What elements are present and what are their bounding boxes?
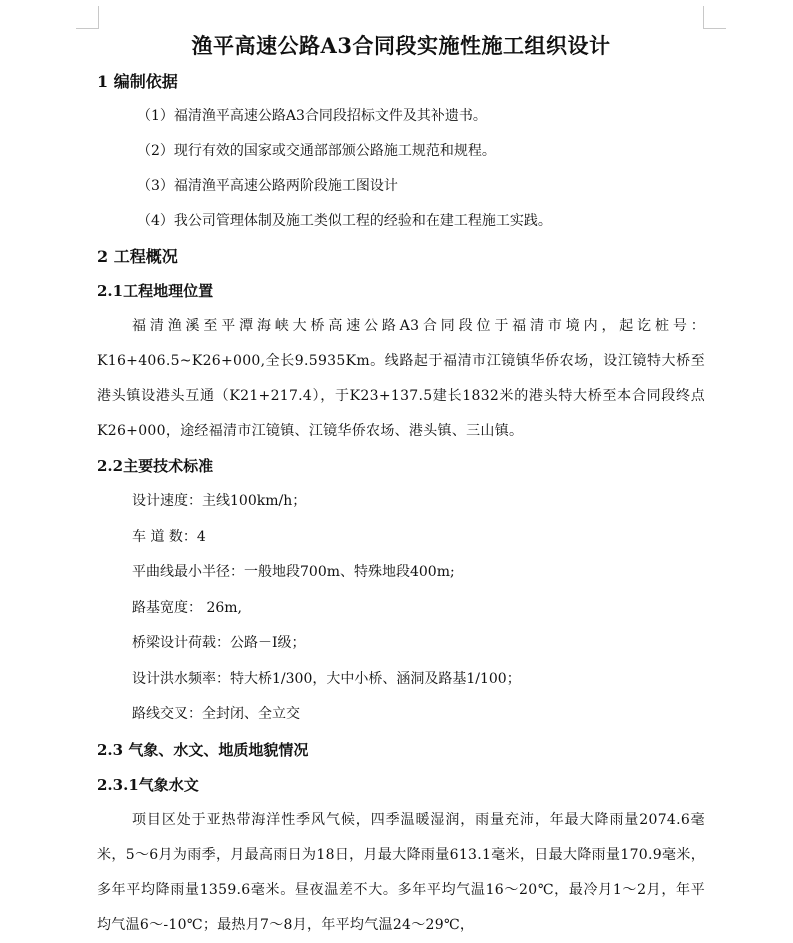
spec-curve-radius: 平曲线最小半径：一般地段700m、特殊地段400m;: [132, 564, 455, 580]
section-heading-basis: 1 编制依据: [97, 72, 178, 91]
basis-item-2: （2）现行有效的国家或交通部部颁公路施工规范和规程。: [137, 143, 496, 159]
location-paragraph: 福清渔溪至平潭海峡大桥高速公路A3合同段位于福清市境内，起讫桩号：K16+406.5~K26+000,全长9.5935Km。线路起于福清市江镜镇华侨农场，设江镜特大桥至港头镇设港头互通（K21+217.4），于K23+137.5建长1832米的港头特大桥至本合同段终点K26+000，途经福清市江镜镇、江镜华侨农场、港头镇、三山镇。: [97, 318, 705, 439]
page-corner-mark-right: [703, 6, 726, 29]
spec-roadbed-width: 路基宽度： 26m,: [132, 599, 242, 616]
climate-paragraph: 项目区处于亚热带海洋性季风气候，四季温暖湿润，雨量充沛，年最大降雨量2074.6毫米，5～6月为雨季，月最高雨日为18日，月最大降雨量613.1毫米，日最大降雨量170.9毫米，多年平均降雨量1359.6毫米。昼夜温差不大。多年平均气温16～20℃，最冷月1～2月，年平均气温6～-10℃；最热月7～8月，年平均气温24～29℃，: [97, 811, 705, 933]
spec-flood-frequency: 设计洪水频率：特大桥1/300，大中小桥、涵洞及路基1/100；: [132, 670, 521, 687]
document-page: [97, 28, 705, 943]
page-corner-mark-left: [76, 6, 99, 29]
basis-item-3: （3）福清渔平高速公路两阶段施工图设计: [137, 178, 398, 194]
basis-item-4: （4）我公司管理体制及施工类似工程的经验和在建工程施工实践。: [137, 213, 552, 229]
document-title: 渔平高速公路A3合同段实施性施工组织设计: [191, 33, 611, 58]
subsection-heading-climate-geology: 2.3 气象、水文、地质地貌情况: [97, 740, 309, 759]
spec-crossing: 路线交叉：全封闭、全立交: [132, 706, 300, 722]
subsection-heading-climate-hydrology: 2.3.1气象水文: [97, 775, 199, 794]
spec-bridge-load: 桥梁设计荷载：公路－Ⅰ级；: [132, 635, 306, 651]
subsection-heading-standards: 2.2主要技术标准: [97, 457, 214, 475]
basis-item-1: （1）福清渔平高速公路A3合同段招标文件及其补遗书。: [137, 108, 487, 124]
spec-design-speed: 设计速度：主线100km/h；: [132, 493, 307, 509]
spec-lanes: 车 道 数：4: [132, 528, 206, 545]
section-heading-overview: 2 工程概况: [97, 247, 178, 266]
subsection-heading-location: 2.1工程地理位置: [97, 282, 214, 300]
